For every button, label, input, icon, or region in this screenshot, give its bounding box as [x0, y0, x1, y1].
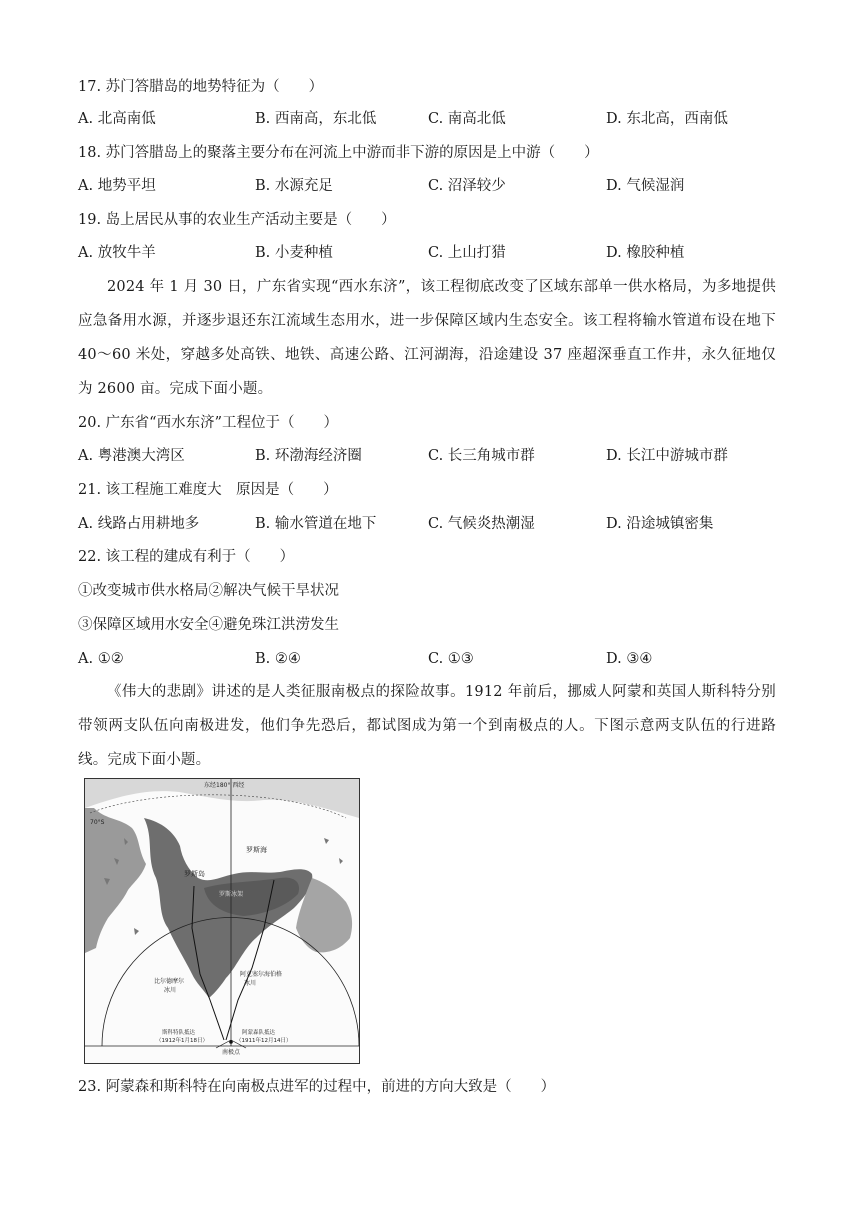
map-meridian-label: 东经180° 西经 [204, 782, 245, 789]
passage-water-project: 2024 年 1 月 30 日，广东省实现“西水东济”，该工程彻底改变了区域东部单一供水格局，为多地提供应急备用水源，并逐步退还东江流域生态用水，进一步保障区域内生态安全。该工程将输水管道布设在地下 40～60 米处，穿越多处高铁、地铁、高速公路、江河湖海，沿途建设 37 座超深垂直工作井，永久征地仅为 2600 亩。完成下面小题。 [78, 279, 776, 397]
option-a: A. 线路占用耕地多 [78, 516, 200, 532]
option-a: A. ①② [78, 651, 124, 667]
option-b: B. 水源充足 [255, 178, 333, 194]
option-d: D. 橡胶种植 [606, 245, 685, 261]
map-ice-shelf-label: 罗斯冰架 [219, 891, 244, 898]
question-20-stem: 20. 广东省“西水东济”工程位于（ ） [78, 415, 338, 431]
option-a: A. 放牧牛羊 [78, 245, 156, 261]
question-23-stem: 23. 阿蒙森和斯科特在向南极点进军的过程中，前进的方向大致是（ ） [78, 1079, 556, 1095]
option-c: C. 长三角城市群 [428, 448, 535, 464]
map-latitude-label: 70°S [90, 819, 105, 826]
option-c: C. ①③ [428, 651, 474, 667]
option-a: A. 粤港澳大湾区 [78, 448, 185, 464]
option-c: C. 上山打猎 [428, 245, 506, 261]
map-amundsen-arrival-1: 阿蒙森队抵达 [242, 1030, 276, 1036]
map-scott-arrival-2: （1912年1月18日） [156, 1038, 208, 1044]
map-axel-label-2: 冰川 [244, 980, 257, 987]
option-a: A. 地势平坦 [78, 178, 156, 194]
option-d: D. ③④ [606, 651, 653, 667]
option-b: B. ②④ [255, 651, 301, 667]
question-21-stem: 21. 该工程施工难度大 原因是（ ） [78, 482, 338, 498]
map-ross-sea-label: 罗斯海 [246, 846, 267, 854]
question-22-statement-1: ①改变城市供水格局②解决气候干旱状况 [78, 583, 339, 599]
option-d: D. 东北高，西南低 [606, 111, 728, 127]
map-axel-label-1: 阿克塞尔海伯格 [240, 971, 283, 978]
map-ross-island-label: 罗斯岛 [184, 870, 205, 878]
option-b: B. 输水管道在地下 [255, 516, 377, 532]
passage-antarctic: 《伟大的悲剧》讲述的是人类征服南极点的探险故事。1912 年前后，挪威人阿蒙和英国人斯科特分别带领两支队伍向南极进发，他们争先恐后，都试图成为第一个到南极点的人。下图示意两支队伍的行进路线。完成下面小题。 [78, 684, 776, 768]
option-b: B. 小麦种植 [255, 245, 333, 261]
map-scott-arrival-1: 斯科特队抵达 [162, 1030, 196, 1036]
option-b: B. 西南高，东北低 [255, 111, 377, 127]
map-beardmore-label-1: 比尔德摩尔 [154, 978, 185, 985]
map-south-pole-label: 南极点 [222, 1049, 241, 1056]
option-d: D. 气候湿润 [606, 178, 685, 194]
option-a: A. 北高南低 [78, 111, 156, 127]
question-18-stem: 18. 苏门答腊岛上的聚落主要分布在河流上中游而非下游的原因是上中游（ ） [78, 145, 599, 161]
question-22-statement-2: ③保障区域用水安全④避免珠江洪涝发生 [78, 617, 339, 633]
option-c: C. 沼泽较少 [428, 178, 506, 194]
option-b: B. 环渤海经济圈 [255, 448, 362, 464]
map-beardmore-label-2: 冰川 [164, 987, 177, 994]
question-19-stem: 19. 岛上居民从事的农业生产活动主要是（ ） [78, 212, 396, 228]
question-22-stem: 22. 该工程的建成有利于（ ） [78, 549, 295, 565]
option-d: D. 长江中游城市群 [606, 448, 728, 464]
option-d: D. 沿途城镇密集 [606, 516, 714, 532]
map-amundsen-arrival-2: （1911年12月14日） [236, 1038, 292, 1044]
antarctic-route-map [84, 778, 360, 1064]
question-17-stem: 17. 苏门答腊岛的地势特征为（ ） [78, 79, 324, 95]
option-c: C. 南高北低 [428, 111, 506, 127]
option-c: C. 气候炎热潮湿 [428, 516, 535, 532]
